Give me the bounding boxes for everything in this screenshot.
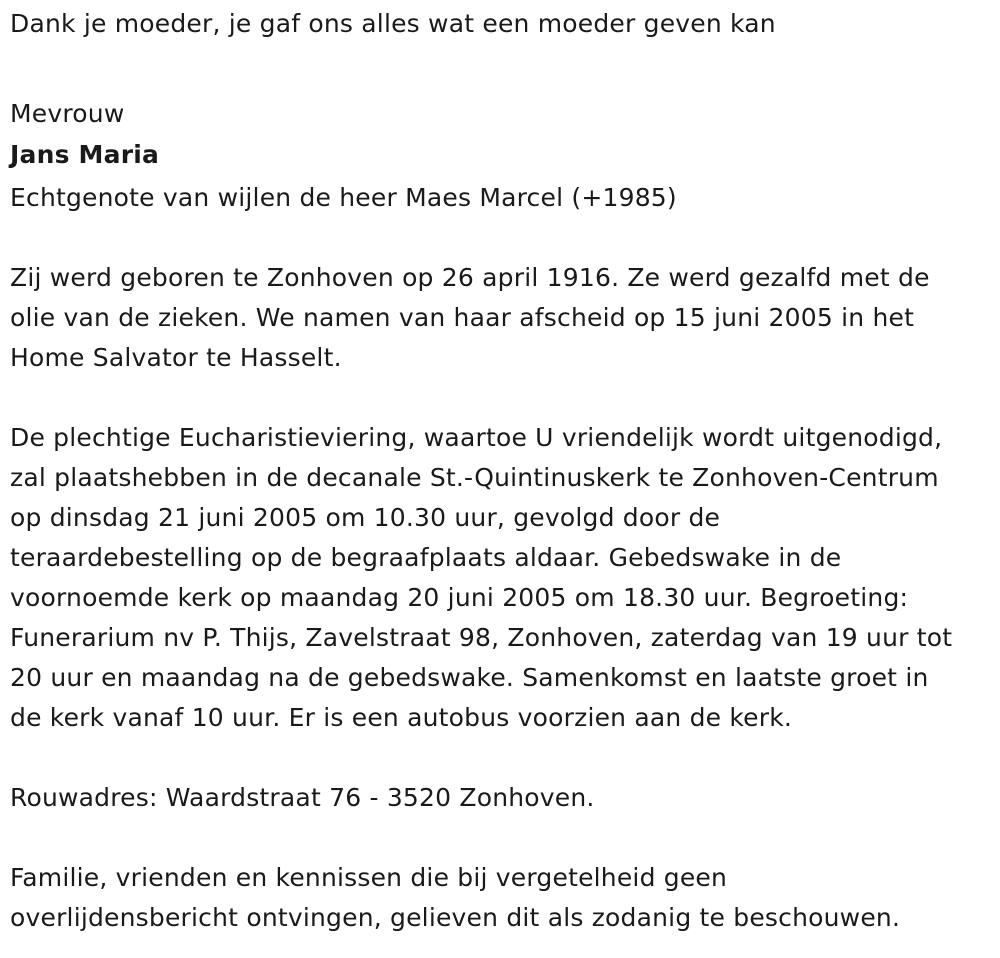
motto: Dank je moeder, je gaf ons alles wat een moeder geven kan (10, 9, 776, 38)
text-line: De plechtige Eucharistieviering, waartoe U vriendelijk wordt uitgenodigd, (10, 423, 943, 452)
text-line: zal plaatshebben in de decanale St.-Quintinuskerk te Zonhoven-Centrum (10, 463, 939, 492)
spacer (10, 378, 995, 418)
spacer (10, 818, 995, 858)
honorific: Mevrouw (10, 99, 125, 128)
closing-paragraph (10, 858, 995, 938)
birth-paragraph (10, 258, 995, 378)
text-line: Familie, vrienden en kennissen die bij vergetelheid geen (10, 863, 728, 892)
spacer (10, 738, 995, 778)
text-line: olie van de zieken. We namen van haar afscheid op 15 juni 2005 in het (10, 303, 915, 332)
spacer (10, 218, 995, 258)
text-line: overlijdensbericht ontvingen, gelieven dit als zodanig te beschouwen. (10, 903, 901, 932)
obituary-notice (10, 4, 995, 938)
text-line: 20 uur en maandag na de gebedswake. Samenkomst en laatste groet in (10, 663, 929, 692)
text-line: voornoemde kerk op maandag 20 juni 2005 om 18.30 uur. Begroeting: (10, 583, 909, 612)
text-line: de kerk vanaf 10 uur. Er is een autobus voorzien aan de kerk. (10, 703, 793, 732)
spacer (10, 44, 995, 84)
text-line: Funerarium nv P. Thijs, Zavelstraat 98, Zonhoven, zaterdag van 19 uur tot (10, 623, 953, 652)
deceased-name: Jans Maria (10, 140, 160, 169)
text-line: op dinsdag 21 juni 2005 om 10.30 uur, gevolgd door de (10, 503, 721, 532)
service-paragraph (10, 418, 995, 738)
mourning-address: Rouwadres: Waardstraat 76 - 3520 Zonhoven. (10, 783, 595, 812)
text-line: Zij werd geboren te Zonhoven op 26 april 1916. Ze werd gezalfd met de (10, 263, 930, 292)
text-line: teraardebestelling op de begraafplaats aldaar. Gebedswake in de (10, 543, 842, 572)
spouse-line: Echtgenote van wijlen de heer Maes Marcel (+1985) (10, 183, 677, 212)
text-line: Home Salvator te Hasselt. (10, 343, 342, 372)
